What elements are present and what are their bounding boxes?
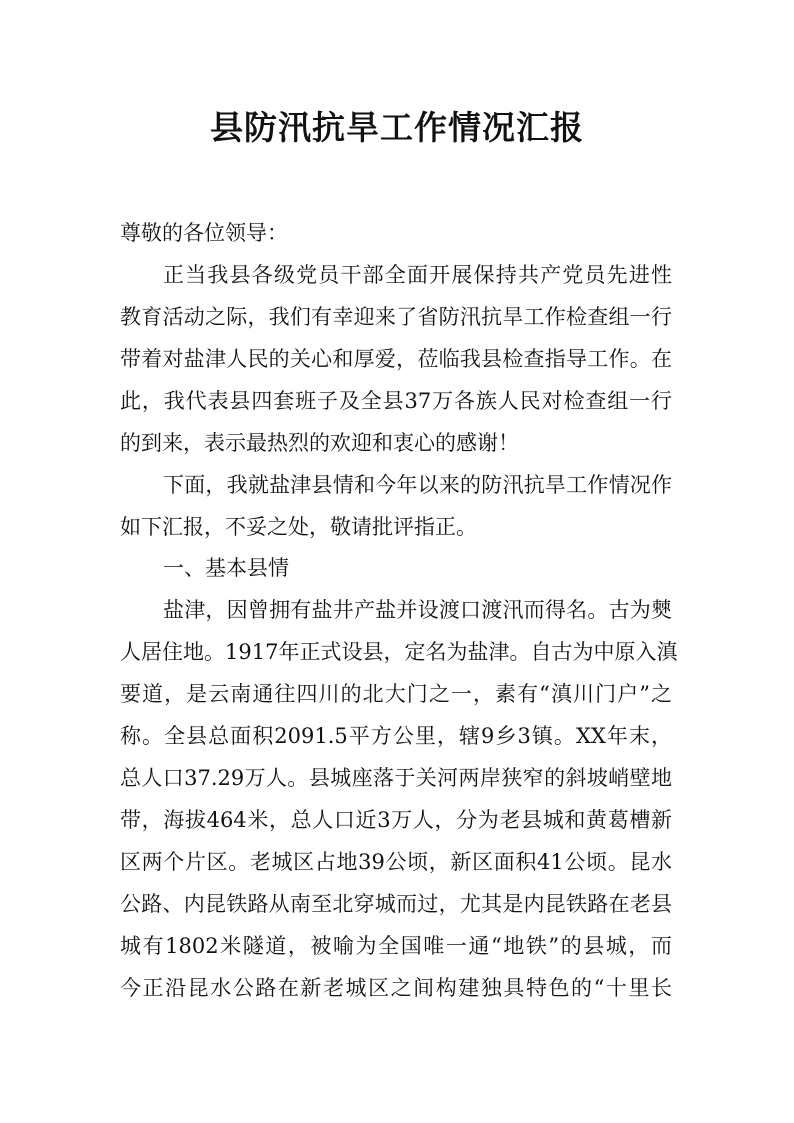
paragraph-1-line-4: 此，我代表县四套班子及全县37万各族人民对检查组一行 [120,389,672,413]
paragraph-1-line-2: 教育活动之际，我们有幸迎来了省防汛抗旱工作检查组一行 [120,305,672,329]
paragraph-3-line-6: 带，海拔464米，总人口近3万人，分为老县城和黄葛槽新 [120,808,672,832]
paragraph-1-line-1: 正当我县各级党员干部全面开展保持共产党员先进性 [163,263,672,287]
salutation: 尊敬的各位领导： [120,221,288,245]
paragraph-3-line-9: 城有1802米隧道，被喻为全国唯一通“地铁”的县城，而 [120,934,672,958]
paragraph-3-line-4: 称。全县总面积2091.5平方公里，辖9乡3镇。XX年末， [120,724,672,748]
paragraph-3-line-1: 盐津，因曾拥有盐井产盐并设渡口渡汛而得名。古为僰 [163,598,672,622]
paragraph-2-line-2: 如下汇报，不妥之处，敬请批评指正。 [120,515,477,539]
paragraph-3-line-7: 区两个片区。老城区占地39公顷，新区面积41公顷。昆水 [120,850,672,874]
document-title: 县防汛抗旱工作情况汇报 [210,108,584,147]
section-heading: 一、基本县情 [163,556,289,580]
paragraph-3-line-5: 总人口37.29万人。县城座落于关河两岸狭窄的斜坡峭壁地 [120,766,672,790]
paragraph-3-line-3: 要道，是云南通往四川的北大门之一，素有“滇川门户”之 [120,682,672,706]
paragraph-3-line-8: 公路、内昆铁路从南至北穿城而过，尤其是内昆铁路在老县 [120,892,672,916]
paragraph-1-line-3: 带着对盐津人民的关心和厚爱，莅临我县检查指导工作。在 [120,347,672,371]
paragraph-2-line-1: 下面，我就盐津县情和今年以来的防汛抗旱工作情况作 [163,473,672,497]
paragraph-3-line-10: 今正沿昆水公路在新老城区之间构建独具特色的“十里长 [120,976,672,1000]
paragraph-1-line-5: 的到来，表示最热烈的欢迎和衷心的感谢！ [120,431,519,455]
paragraph-3-line-2: 人居住地。1917年正式设县，定名为盐津。自古为中原入滇 [120,640,678,664]
